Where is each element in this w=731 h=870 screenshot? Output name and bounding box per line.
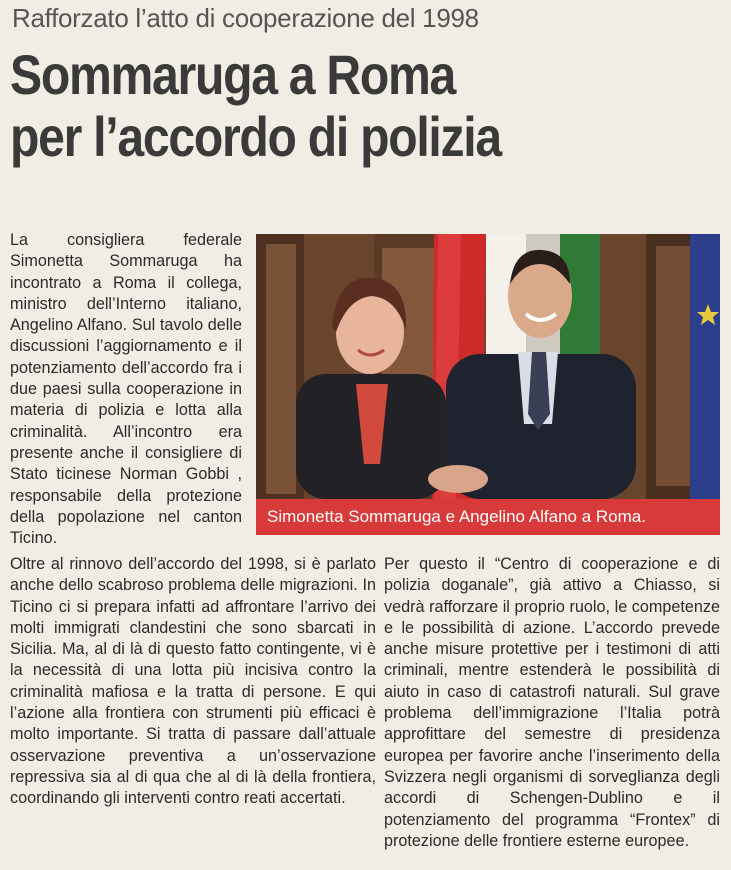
headline <box>10 44 621 168</box>
photo <box>256 234 720 499</box>
eu-flag-graphic <box>690 234 720 499</box>
intro-paragraph: La consigliera federale Simonetta Sommaruga ha incontrato a Roma il collega, ministro dell’Interno italiano, Angelino Alfano. Sul tavolo delle discussioni l’aggiornamento e il potenziamento dell’accordo fra i due paesi sulla cooperazione in materia di polizia e lotta alla criminalità. All’incontro era presente anche il consigliere di Stato ticinese Norman Gobbi , responsabile della protezione della popolazione nel canton Ticino. <box>10 231 242 548</box>
kicker: Rafforzato l’atto di cooperazione del 1998 <box>12 3 479 33</box>
body-column-left <box>10 554 376 810</box>
body-paragraph-right: Per questo il “Centro di cooperazione e di polizia doganale”, già attivo a Chiasso, si vedrà rafforzare il proprio ruolo, le competenze e le possibilità di azione. L’accordo prevede anche misure protettive per i testimoni di atti criminali, mentre estenderà le possibilità di aiuto in caso di catastrofi naturali. Sul grave problema dell’immigrazione l’Italia potrà approfittare del semestre di presidenza europea per favorire anche l’inserimento della Svizzera negli organismi di sorveglianza degli accordi di Schengen-Dublino e il potenziamento del programma “Frontex” di protezione delle frontiere esterne europee. <box>384 555 720 850</box>
body-paragraph-left: Oltre al rinnovo dell’accordo del 1998, si è parlato anche dello scabroso problema delle migrazioni. In Ticino ci si prepara infatti ad affrontare l’arrivo dei molti immigrati clandestini che sono sbarcati in Sicilia. Ma, al di là di questo fatto contingente, vi è la necessità di una lotta più incisiva contro la criminalità mafiosa e la tratta di persone. E qui l’azione alla frontiera con strumenti più efficaci è molto importante. Si tratta di passare dall’attuale osservazione preventiva a un’osservazione repressiva sia al di qua che al di là della frontiera, coordinando gli interventi contro reati accertati. <box>10 555 376 808</box>
headline-line-2: per l’accordo di polizia <box>10 105 501 168</box>
headline-line-1: Sommaruga a Roma <box>10 43 456 106</box>
intro-column <box>10 230 242 549</box>
photo-caption: Simonetta Sommaruga e Angelino Alfano a Roma. <box>256 499 720 535</box>
body-column-right <box>384 554 720 852</box>
